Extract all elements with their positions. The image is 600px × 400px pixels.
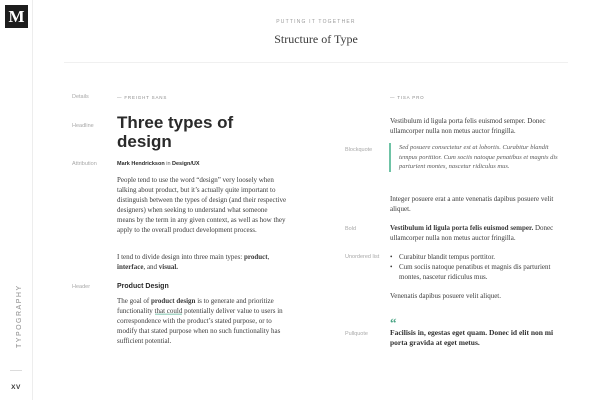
text-span: ,: [267, 253, 270, 261]
bold-label: Bold: [345, 226, 357, 232]
byline-publication[interactable]: Design/UX: [172, 161, 200, 167]
body-paragraph-types: [117, 252, 287, 272]
attribution-label: Attribution: [72, 161, 97, 167]
text-span: I tend to divide design into three main types:: [117, 253, 244, 261]
pullquote-label: Pullquote: [345, 331, 368, 337]
right-paragraph-bold: [390, 223, 555, 243]
byline-separator: in: [164, 161, 173, 167]
left-rail: [0, 0, 33, 400]
byline-author[interactable]: Mark Hendrickson: [117, 161, 165, 167]
text-span: potentially deliver value to users in correspondence with the product’s stated purpose, or to modify that stated purpose when no such functionality has sufficient potential.: [117, 307, 283, 345]
bold-term-product: product: [243, 253, 268, 261]
list-item: [390, 252, 555, 262]
medium-logo-icon[interactable]: M: [5, 5, 28, 28]
header-label: Header: [72, 284, 91, 290]
list-item-text: Cum sociis natoque penatibus et magnis dis parturient montes, nascetur ridiculus mus.: [399, 263, 551, 281]
page-title: Structure of Type: [274, 32, 358, 46]
right-paragraph-3: Venenatis dapibus posuere velit aliquet.: [390, 292, 501, 300]
rail-divider: [10, 370, 22, 371]
bold-sentence: Vestibulum id ligula porta felis euismod semper.: [390, 224, 534, 232]
blockquote: Sed posuere consectetur est at lobortis. Curabitur blandit tempus porttitor. Cum sociis natoque penatibus et magnis dis parturient montes, nascetur ridiculus mus.: [389, 143, 565, 172]
list-item-text: Curabitur blandit tempus porttitor.: [399, 253, 496, 261]
text-span: The goal of: [117, 297, 152, 305]
text-span: Donec ullamcorper nulla non metus auctor fringilla.: [390, 224, 554, 242]
left-font-tag: — FREIGHT SANS: [117, 95, 168, 100]
page-eyebrow: PUTTING IT TOGETHER: [276, 19, 356, 25]
section-label: TYPOGRAPHY: [16, 284, 23, 348]
unordered-list: [390, 252, 555, 282]
headline-label: Headline: [72, 123, 94, 129]
body-paragraph-product-design: [117, 296, 287, 346]
pullquote: Facilisis in, egestas eget quam. Donec id elit non mi porta gravida at eget metus.: [390, 328, 554, 347]
right-paragraph-1: Vestibulum id ligula porta felis euismod semper. Donec ullamcorper nulla non metus auctor fringilla.: [390, 117, 546, 135]
quote-mark-icon: “: [390, 315, 397, 330]
bullet-icon: •: [390, 253, 393, 261]
right-paragraph-2: Integer posuere erat a ante venenatis dapibus posuere velit aliquet.: [390, 195, 554, 213]
details-label: Details: [72, 94, 89, 100]
article-byline: [117, 161, 200, 167]
blockquote-label: Blockquote: [345, 147, 373, 153]
article-headline: Three types of design: [117, 113, 234, 151]
unordered-list-label: Unordered list: [345, 254, 380, 260]
body-paragraph: People tend to use the word “design” very loosely when talking about product, but it’s actually quite important to distinguish between the types of design (and their respective designers) when seeking to understand what someone means by the term in any given context, as well as how they apply to the overall product development process.: [117, 176, 287, 234]
bold-term-interface: interface: [117, 263, 144, 271]
text-span: is to generate and prioritize functionality: [117, 297, 274, 315]
bold-term-product-design: product design: [151, 297, 196, 305]
bullet-icon: •: [390, 263, 393, 271]
section-number: XV: [11, 384, 21, 391]
header-divider: [64, 62, 568, 63]
section-subhead: Product Design: [117, 283, 169, 290]
bold-term-visual: visual.: [158, 263, 179, 271]
right-font-tag: — TISA PRO: [390, 95, 425, 100]
list-item: [390, 262, 555, 282]
highlighted-text[interactable]: that could: [154, 307, 183, 315]
text-span: , and: [143, 263, 159, 271]
